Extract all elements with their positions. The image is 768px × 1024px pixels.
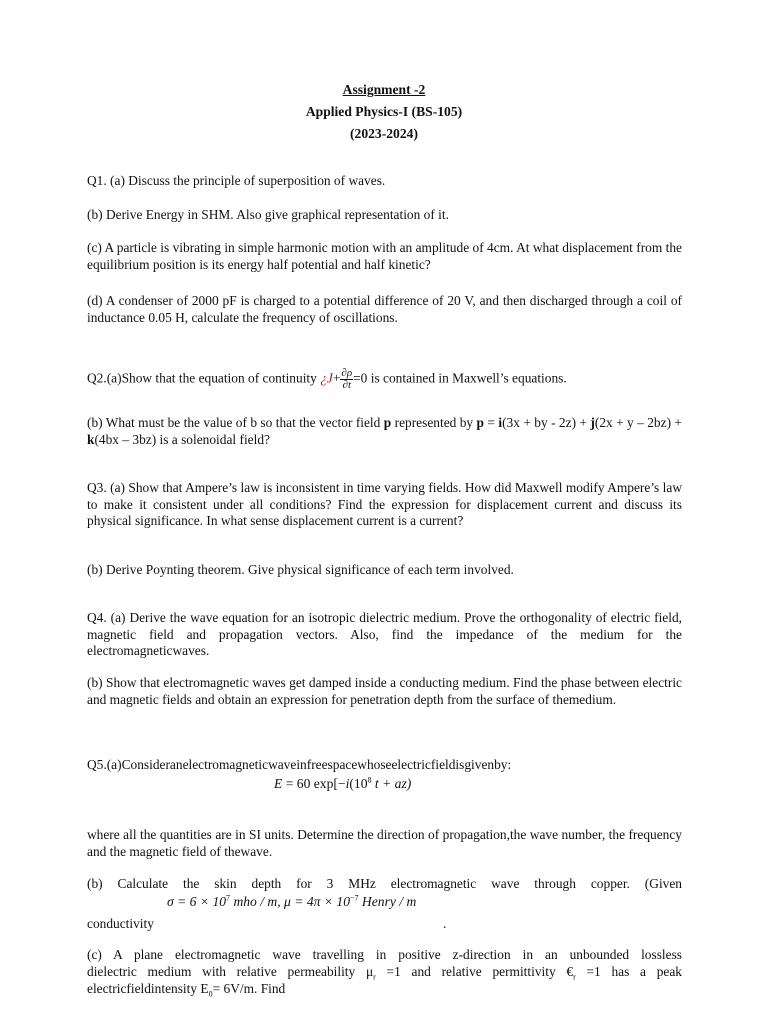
q1-a: Q1. (a) Discuss the principle of superposition of waves. (87, 173, 386, 188)
q5-a: Q5.(a)Consideranelectromagneticwaveinfreespacewhoseelectricfieldisgivenby: (87, 757, 512, 772)
q2-a (87, 368, 682, 391)
q5-c-line2: dielectric medium with relative permeability $\mu_r =1$ and relative permittivity $€_r =1$ has a peak (87, 964, 682, 982)
q1-d: (d) A condenser of 2000 pF is charged to a potential difference of 20 V, and then discharged through a coil of inductance 0.05 H, calculate the frequency of oscillations. (87, 293, 682, 325)
q5-c-line3: electricfieldintensity $E_0= 6V/m$. Find (87, 981, 286, 999)
q4-a: Q4. (a) Derive the wave equation for an isotropic dielectric medium. Prove the orthogonality of electric field, magnetic field and propagation vectors. Also, find the impedance of the medium for the electromagneticwaves. (87, 610, 682, 658)
q5-a-continued: where all the quantities are in SI units. Determine the direction of propagation,the wave number, the frequency and the magnetic field of thewave. (87, 827, 682, 859)
continuity-plus: + (332, 370, 341, 386)
q5-b-conductivity: conductivity . (87, 916, 447, 931)
q2-b: (b) What must be the value of b so that the vector field p represented by p = i(3x + by - 2z) + j(2x + y – 2bz) + k(4bx – 3bz) is a solenoidal field? (87, 415, 682, 447)
q1-b: (b) Derive Energy in SHM. Also give graphical representation of it. (87, 207, 449, 222)
session-title: (2023-2024) (350, 126, 418, 141)
assignment-title: Assignment -2 (342, 82, 426, 97)
q3-b: (b) Derive Poynting theorem. Give physical significance of each term involved. (87, 562, 514, 577)
continuity-rhs: =0 (353, 370, 368, 386)
q2-a-suffix: is contained in Maxwell’s equations. (370, 370, 567, 386)
q2-a-prefix: Q2.(a)Show that the equation of continuity (87, 370, 317, 386)
continuity-lead-symbol: ¿ (320, 370, 327, 386)
q5-b-given-equation: $\sigma = 6 \times 10^7$ mho / m, $\mu = 4\pi \times 10^{-7}$ Henry / m (167, 893, 417, 909)
q4-b: (b) Show that electromagnetic waves get damped inside a conducting medium. Find the phase between electric and magnetic fields and obtain an expression for penetration depth from the surface of themedium. (87, 675, 682, 707)
continuity-fraction: $\frac{\partial\rho}{\partial t}$ (341, 367, 353, 391)
continuity-j: J (326, 370, 333, 386)
q3-a: Q3. (a) Show that Ampere’s law is inconsistent in time varying fields. How did Maxwell modify Ampere’s law to make it consistent under all conditions? Find the expression for displacement current and discuss its physical significance. In what sense displacement current is a current? (87, 480, 682, 528)
course-title: Applied Physics-I (BS-105) (305, 104, 463, 119)
q5-b: (b) Calculate the skin depth for 3 MHz electromagnetic wave through copper. (Given (87, 876, 682, 891)
q5-c-line1: (c) A plane electromagnetic wave travelling in positive z-direction in an unbounded lossless (87, 947, 682, 962)
q5-field-equation: E = 60 $\exp[-i(10^8$ t + az) (274, 775, 412, 791)
q1-c: (c) A particle is vibrating in simple harmonic motion with an amplitude of 4cm. At what displacement from the equilibrium position is its energy half potential and half kinetic? (87, 240, 682, 272)
